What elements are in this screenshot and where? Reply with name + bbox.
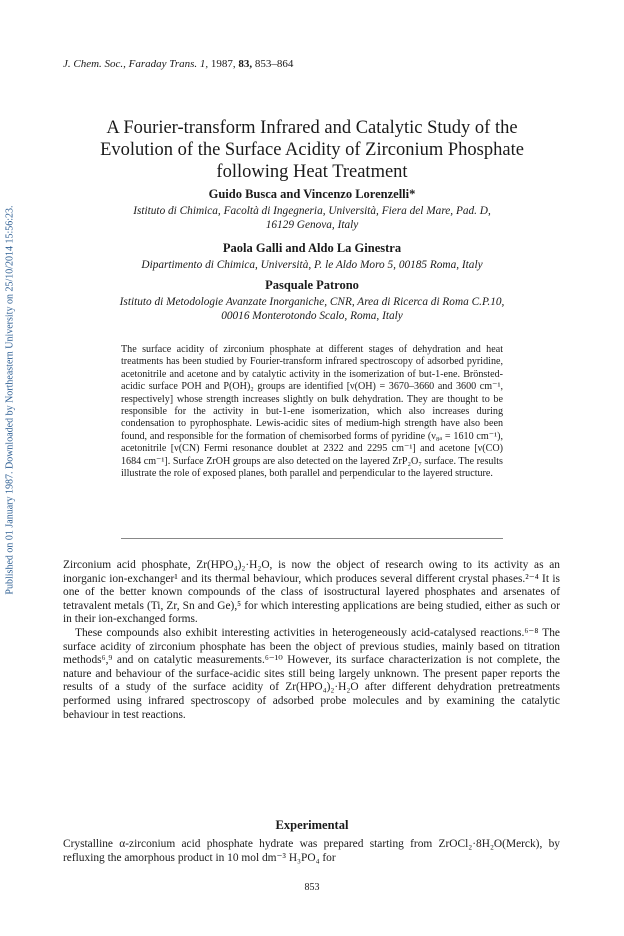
abstract-divider: [121, 538, 503, 539]
download-notice-text: Published on 01 January 1987. Downloaded by Northeastern University on 25/10/2014 15:56:23.: [4, 205, 16, 595]
affiliation-1-line-1: Istituto di Chimica, Facoltà di Ingegneria, Università, Fiera del Mare, Pad. D,: [133, 205, 491, 217]
journal-volume: 83,: [238, 58, 253, 70]
section-heading-experimental: Experimental: [275, 818, 349, 832]
affiliation-3-line-2: 00016 Monterotondo Scalo, Roma, Italy: [221, 310, 403, 322]
introduction: [63, 559, 560, 722]
journal-name: J. Chem. Soc., Faraday Trans. 1,: [63, 58, 209, 70]
journal-pages: 853–864: [254, 58, 294, 70]
affiliation-2: [0, 258, 624, 272]
title-line-3: following Heat Treatment: [216, 162, 408, 182]
affiliation-2-line-1: Dipartimento di Chimica, Università, P. le Aldo Moro 5, 00185 Roma, Italy: [141, 259, 483, 271]
author-group-3: Pasquale Patrono: [265, 278, 359, 292]
affiliation-1: [0, 204, 624, 232]
intro-paragraph-1: Zirconium acid phosphate, Zr(HPO₄)₂·H₂O, is now the object of research owing to its activity as an inorganic ion-exchanger¹ and its thermal behaviour, which produces several different crystal phases.²⁻⁴ It is one of the better known compounds of the class of isostructural layered phosphates and arsenates of tetravalent metals (Ti, Zr, Sn and Ge),⁵ for which interesting applications are being studied, either as such or in their ion-exchanged forms.: [63, 559, 560, 626]
journal-citation: [63, 58, 293, 70]
title-line-1: A Fourier-transform Infrared and Catalytic Study of the: [106, 118, 518, 138]
author-group-1: Guido Busca and Vincenzo Lorenzelli*: [208, 187, 416, 201]
page-number: 853: [304, 882, 320, 893]
intro-paragraph-2: These compounds also exhibit interesting activities in heterogeneously acid-catalysed reactions.⁶⁻⁸ The surface acidity of zirconium phosphate has been the object of previous studies, mainly based on titration methods⁶,⁹ and on catalytic measurements.⁶⁻¹⁰ However, its surface characterization is not complete, the nature and behaviour of the surface-acidic sites still being largely unknown. The present paper reports the results of a study of the surface acidity of Zr(HPO₄)₂·H₂O after different dehydration pretreatments performed using infrared spectroscopy of adsorbed probe molecules and by examining the catalytic behaviour in test reactions.: [63, 626, 560, 721]
abstract: The surface acidity of zirconium phosphate at different stages of dehydration and heat treatments has been studied by Fourier-transform infrared spectroscopy of adsorbed pyridine, acetonitrile and acetone and by catalytic activity in the isomerization of but-1-ene. Brönsted-acidic surface POH and P(OH)₂ groups are identified [ν(OH) = 3670–3660 and 3600 cm⁻¹, respectively] whose strength increases slightly on bulk dehydration. They are thought to be responsible for the activity in but-1-ene isomerization, which also increases during condensation to pyrophosphate. Lewis-acidic sites of medium-high strength have also been found, and responsible for the formation of chemisorbed forms of pyridine (ν₈ₐ = 1610 cm⁻¹), acetonitrile [ν(CN) Fermi resonance doublet at 2322 and 2295 cm⁻¹] and acetone [ν(CO) 1684 cm⁻¹]. Surface ZrOH groups are also detected on the layered ZrP₂O₇ surface. The results illustrate the role of exposed planes, both parallel and perpendicular to the layered structure.: [121, 344, 503, 480]
affiliation-1-line-2: 16129 Genova, Italy: [265, 219, 359, 231]
author-group-2: Paola Galli and Aldo La Ginestra: [222, 241, 402, 255]
article-title: [60, 117, 564, 183]
affiliation-3-line-1: Istituto di Metodologie Avanzate Inorganiche, CNR, Area di Ricerca di Roma C.P.10,: [119, 296, 505, 308]
title-line-2: Evolution of the Surface Acidity of Zirconium Phosphate: [100, 140, 524, 160]
affiliation-3: [0, 295, 624, 323]
experimental-text: Crystalline α-zirconium acid phosphate hydrate was prepared starting from ZrOCl₂·8H₂O(Merck), by refluxing the amorphous product in 10 mol dm⁻³ H₃PO₄ for: [63, 838, 560, 864]
journal-year: 1987,: [210, 58, 236, 70]
